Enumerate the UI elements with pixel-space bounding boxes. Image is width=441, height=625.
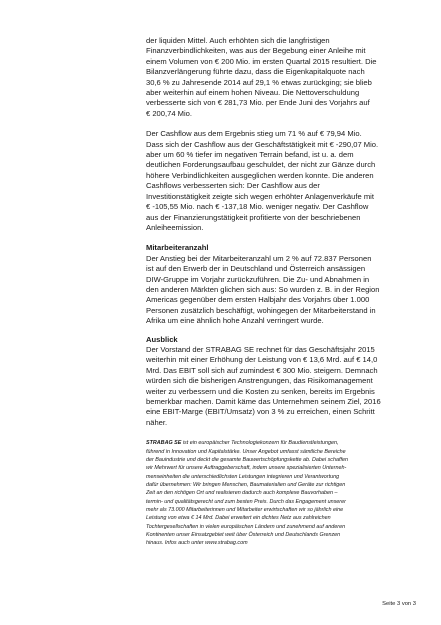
heading-outlook: Ausblick [146,334,178,344]
heading-employees: Mitarbeiteranzahl [146,243,209,253]
page-number: Seite 3 von 3 [382,601,416,607]
text-column [146,36,418,548]
company-description: ist ein europäischer Technologiekonzern für Baudienstleistungen, führend in Innovation und Kapitalstärke. Unser Angebot umfasst sämtliche Bereiche der Bauindustrie und deckt die gesamte Bauwertschöpfungskette ab. Dabei schaffen wir Mehrwert für unsere Auftraggeberschaft, indem unsere spezialisierten Unterneh- menseinheiten die unterschiedlichsten Leistungen integrieren und Verantwortung dafür übernehmen: Wir bringen Menschen, Baumaterialien und Geräte zur richtigen Zeit an den richtigen Ort und realisieren dadurch auch komplexe Bauvorhaben – termin- und qualitätsgerecht und zum besten Preis. Durch das Engagement unserer mehr als 73.000 Mitarbeiterinnen und Mitarbeiter erwirtschaften wir so jährlich eine Leistung von etwa € 14 Mrd. Dabei erweitert ein dichtes Netz aus zahlreichen Tochtergesellschaften in vielen europäischen Ländern und zunehmend auf anderen Kontinenten unser Einsatzgebiet weit über Österreich und Deutschlands Grenzen hinaus. Infos auch unter www.strabag.com [146,440,348,547]
paragraph-liquidity: der liquiden Mittel. Auch erhöhten sich die langfristigen Finanzverbindlichkeiten, was aus der Begebung einer Anleihe mit einem Volumen von € 200 Mio. im ersten Quartal 2015 resultiert. Die Bilanzverlängerung führte dazu, dass die Eigenkapitalquote nach 30,6 % zu Jahresende 2014 auf 29,1 % etwas zurückging; sie blieb aber weiterhin auf einem hohen Niveau. Die Nettoverschuldung verbesserte sich von € 281,73 Mio. per Ende Juni des Vorjahrs auf € 200,74 Mio. [146,36,377,118]
company-boilerplate [146,439,418,547]
paragraph-cashflow: Der Cashflow aus dem Ergebnis stieg um 71 % auf € 79,94 Mio. Dass sich der Cashflow aus der Geschäftstätigkeit mit € -290,07 Mio. aber um 60 % tiefer im negativen Terrain befand, ist u. a. dem deutlichen Forderungsaufbau geschuldet, der nicht zur Gänze durch höhere Verbindlichkeiten ausgeglichen werden konnte. Die anderen Cashflows verbesserten sich: Der Cashflow aus der Investitionstätigkeit zeigte sich wegen erhöhter Anlagenverkäufe mit € -105,55 Mio. nach € -137,18 Mio. weniger negativ. Der Cashflow aus der Finanzierungstätigkeit profitierte von der beschriebenen Anleiheemission. [146,129,379,232]
paragraph-outlook: Der Vorstand der STRABAG SE rechnet für das Geschäftsjahr 2015 weiterhin mit einer Erhöhung der Leistung von € 13,6 Mrd. auf € 14,0 Mrd. Das EBIT soll sich auf zumindest € 300 Mio. steigern. Demnach würden sich die bisherigen Anstrengungen, das Risikomanagement weiter zu verbessern und die Kosten zu senken, bereits im Ergebnis bemerkbar machen. Damit käme das Unternehmen seinem Ziel, 2016 eine EBIT-Marge (EBIT/Umsatz) von 3 % zu erreichen, einen Schritt näher. [146,344,381,427]
company-name: STRABAG SE [146,440,182,447]
paragraph-employees: Der Anstieg bei der Mitarbeiteranzahl um 2 % auf 72.837 Personen ist auf den Erwerb der in Deutschland und Österreich ansässigen DIW-Gruppe im Vorjahr zurückzuführen. Die Zu- und Abnahmen in den anderen Märkten glichen sich aus: So wurden z. B. in der Region Americas gegenüber dem ersten Halbjahr des Vorjahrs über 1.000 Personen zusätzlich beschäftigt, wohingegen der Mitarbeiterstand in Afrika um eine ähnlich hohe Anzahl verringert wurde. [146,253,380,326]
